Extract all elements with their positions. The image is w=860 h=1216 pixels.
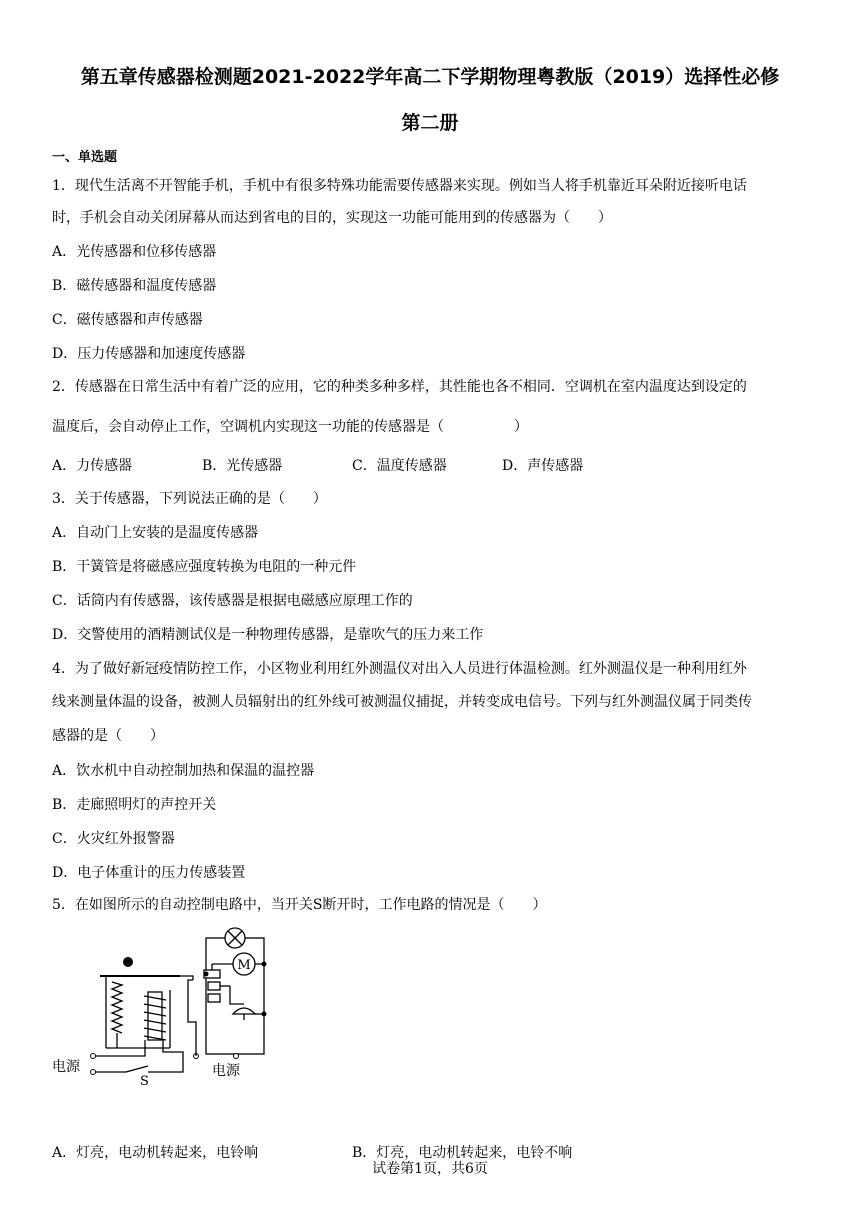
q3-option-b: B．干簧管是将磁感应强度转换为电阻的一种元件 [52, 559, 357, 575]
power-label-right: 电源 [212, 1063, 240, 1079]
q2-option-b: B．光传感器 [202, 458, 283, 474]
q1-option-b: B．磁传感器和温度传感器 [52, 278, 217, 294]
q1-text-line2: 时，手机会自动关闭屏幕从而达到省电的目的，实现这一功能可能用到的传感器为（ ） [52, 210, 612, 226]
page-footer: 试卷第1页，共6页 [372, 1161, 488, 1177]
q2-option-d: D．声传感器 [502, 458, 584, 474]
q4-option-b: B．走廊照明灯的声控开关 [52, 797, 217, 813]
q5-text-line1: 5．在如图所示的自动控制电路中，当开关S断开时，工作电路的情况是（ ） [52, 897, 547, 913]
q4-option-c: C．火灾红外报警器 [52, 831, 175, 847]
q4-text-line2: 线来测量体温的设备，被测人员辐射出的红外线可被测温仪捕捉，并转变成电信号。下列与红外测温仪属于同类传 [52, 694, 752, 710]
q1-option-a: A．光传感器和位移传感器 [52, 244, 217, 260]
q1-text-line1: 1．现代生活离不开智能手机，手机中有很多特殊功能需要传感器来实现。例如当人将手机靠近耳朵附近接听电话 [52, 178, 747, 194]
q3-option-c: C．话筒内有传感器，该传感器是根据电磁感应原理工作的 [52, 593, 413, 609]
switch-label: S [140, 1074, 149, 1089]
q2-option-a: A．力传感器 [52, 458, 133, 474]
q2-text-line2: 温度后，会自动停止工作，空调机内实现这一功能的传感器是（ ） [52, 419, 528, 435]
q3-text-line1: 3．关于传感器，下列说法正确的是（ ） [52, 491, 327, 507]
q4-option-d: D．电子体重计的压力传感装置 [52, 865, 246, 881]
q2-text-line1: 2．传感器在日常生活中有着广泛的应用，它的种类多种多样，其性能也各不相同．空调机在室内温度达到设定的 [52, 379, 747, 395]
document-title-line1: 第五章传感器检测题2021-2022学年高二下学期物理粤教版（2019）选择性必修 [80, 66, 780, 88]
q3-option-a: A．自动门上安装的是温度传感器 [52, 525, 259, 541]
q4-option-a: A．饮水机中自动控制加热和保温的温控器 [52, 763, 315, 779]
q1-option-c: C．磁传感器和声传感器 [52, 312, 203, 328]
q1-option-d: D．压力传感器和加速度传感器 [52, 346, 246, 362]
motor-label: M [237, 958, 251, 973]
q3-option-d: D．交警使用的酒精测试仪是一种物理传感器，是靠吹气的压力来工作 [52, 627, 484, 643]
q5-option-b: B．灯亮，电动机转起来，电铃不响 [352, 1145, 573, 1161]
power-label-left: 电源 [52, 1059, 80, 1075]
section-heading: 一、单选题 [52, 150, 118, 165]
circuit-figure [48, 922, 288, 1092]
document-title-line2: 第二册 [401, 112, 459, 134]
q2-option-c: C．温度传感器 [352, 458, 447, 474]
q4-text-line3: 感器的是（ ） [52, 728, 164, 744]
q4-text-line1: 4．为了做好新冠疫情防控工作，小区物业利用红外测温仪对出入人员进行体温检测。红外测温仪是一种利用红外 [52, 661, 747, 677]
q5-option-a: A．灯亮，电动机转起来，电铃响 [52, 1145, 259, 1161]
